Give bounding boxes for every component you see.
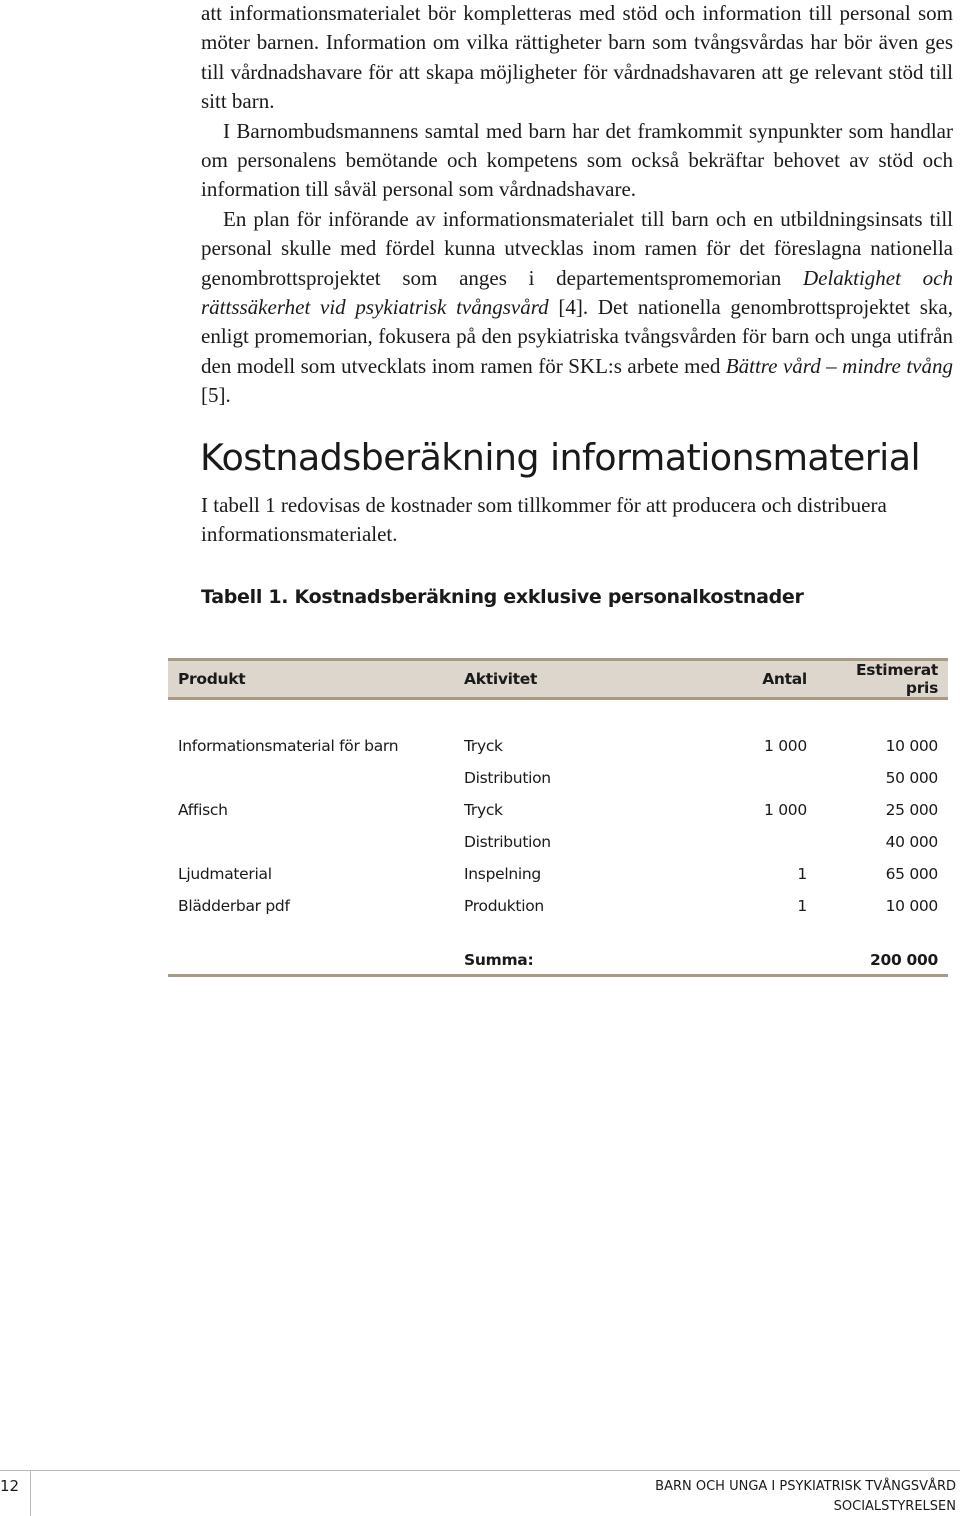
cell-activity: Distribution (464, 833, 551, 851)
table-sum-row (168, 946, 948, 976)
cell-activity: Tryck (464, 737, 503, 755)
table-header-row (168, 660, 948, 699)
table-row (168, 762, 948, 794)
cell-product: Informationsmaterial för barn (178, 737, 399, 755)
footer-organization: SOCIALSTYRELSEN (833, 1499, 956, 1514)
footer-divider (0, 1470, 960, 1471)
cell-price: 10 000 (885, 737, 938, 755)
sum-value: 200 000 (817, 946, 948, 976)
cell-price: 40 000 (885, 833, 938, 851)
paragraph-3-part-a: En plan för införande av informationsmaterialet till barn och en utbildningsinsats till personal skulle med fördel kunna utvecklas inom ramen för det föreslagna nationella genombrottsprojektet som anges i departementspromemorian (201, 206, 953, 290)
table-row (168, 826, 948, 858)
table-caption: Tabell 1. Kostnadsberäkning exklusive personalkostnader (201, 586, 804, 608)
header-activity: Aktivitet (454, 660, 736, 699)
footer-publication-title: BARN OCH UNGA I PSYKIATRISK TVÅNGSVÅRD (655, 1479, 956, 1494)
table-row (168, 858, 948, 890)
section-intro: I tabell 1 redovisas de kostnader som tillkommer för att producera och distribuera informationsmaterialet. (201, 493, 887, 547)
table-row (168, 794, 948, 826)
body-text (201, 0, 953, 411)
cell-product: Ljudmaterial (178, 865, 272, 883)
table-spacer (168, 922, 948, 946)
table-row (168, 730, 948, 762)
page-number: 12 (0, 1477, 20, 1495)
cell-price: 25 000 (885, 801, 938, 819)
cell-price: 65 000 (885, 865, 938, 883)
sum-label: Summa: (454, 946, 736, 976)
sum-empty-cell (736, 946, 817, 976)
cell-product: Blädderbar pdf (178, 897, 290, 915)
paragraph-1: att informationsmaterialet bör kompletteras med stöd och information till personal som möter barnen. Information om vilka rättigheter barn som tvångsvårdas har bör även ges till vårdnadshavare för att skapa möjligheter för vårdnadshavaren att ge relevant stöd till sitt barn. (201, 1, 953, 114)
footer-page-divider (30, 1471, 31, 1516)
cell-count (736, 826, 817, 858)
section-heading: Kostnadsberäkning informationsmaterial (200, 436, 920, 479)
table-row (168, 890, 948, 922)
cell-product (168, 762, 454, 794)
cell-count: 1 000 (764, 737, 807, 755)
cell-count: 1 000 (764, 801, 807, 819)
cell-price: 10 000 (885, 897, 938, 915)
header-price: Estimerat pris (817, 660, 948, 699)
cell-activity: Tryck (464, 801, 503, 819)
cell-count: 1 (797, 865, 807, 883)
cell-product (168, 826, 454, 858)
cell-activity: Distribution (464, 769, 551, 787)
table-spacer (168, 699, 948, 731)
cell-product: Affisch (178, 801, 228, 819)
cell-count (736, 762, 817, 794)
cell-count: 1 (797, 897, 807, 915)
sum-empty-cell (168, 946, 454, 976)
paragraph-3-reference-title: Delaktighet och rättssäkerhet vid psykiatrisk tvångsvård (201, 265, 953, 320)
paragraph-3 (201, 205, 953, 411)
section-intro-block (201, 491, 953, 550)
paragraph-3-part-c: [5]. (201, 383, 231, 408)
header-product: Produkt (168, 660, 454, 699)
cell-activity: Produktion (464, 897, 544, 915)
header-count: Antal (736, 660, 817, 699)
paragraph-3-reference-title-2: Bättre vård – mindre tvång (725, 353, 953, 378)
cell-price: 50 000 (885, 769, 938, 787)
cost-table (168, 658, 948, 977)
paragraph-2: I Barnombudsmannens samtal med barn har det framkommit synpunkter som handlar om personalens bemötande och kompetens som också bekräftar behovet av stöd och information till såväl personal som vårdnadshavare. (201, 118, 953, 202)
cell-activity: Inspelning (464, 865, 541, 883)
paragraph-3-part-b: [4]. Det nationella genombrottsprojektet ska, enligt promemorian, fokusera på den psykiatriska tvångsvården för barn och unga utifrån den modell som utvecklats inom ramen för SKL:s arbete med (201, 295, 953, 378)
